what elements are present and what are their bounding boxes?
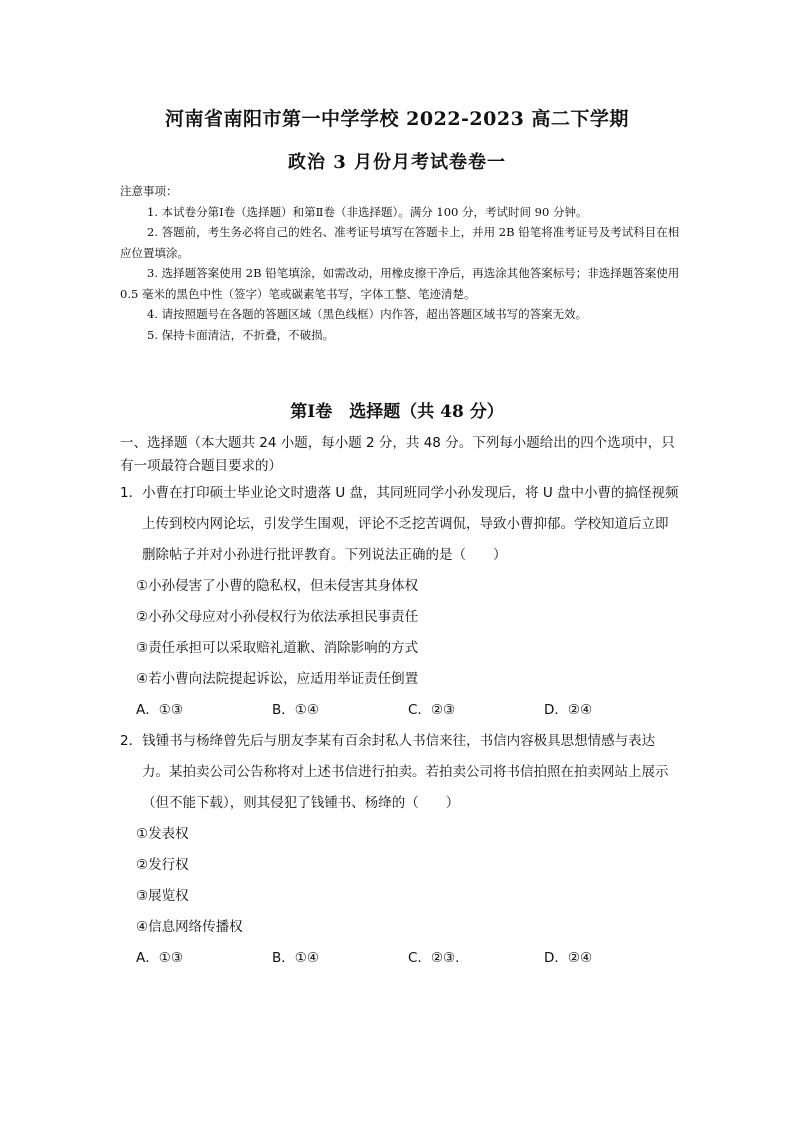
question-option: ②发行权 (136, 857, 189, 873)
question-option: ②小孙父母应对小孙侵权行为依法承担民事责任 (136, 609, 419, 625)
exam-title-line1: 河南省南阳市第一中学学校 2022-2023 高二下学期 (165, 108, 629, 130)
question-stem: 1．小曹在打印硕士毕业论文时遗落 U 盘，其同班同学小孙发现后，将 U 盘中小曹的搞怪视频上传到校内网论坛，引发学生围观，评论不乏挖苦调侃，导致小曹抑郁。学校知道后立即删除帖子并对小孙进行批评教育。下列说法正确的是（ ） (120, 485, 679, 563)
choice-b: B．①④ (272, 702, 319, 718)
choice-a: A．①③ (136, 702, 183, 718)
choice-b: B．①④ (272, 950, 319, 966)
question-option: ④信息网络传播权 (136, 919, 243, 935)
exam-notes (120, 181, 680, 345)
choice-c: C．②③. (408, 950, 460, 966)
question-2 (120, 726, 680, 974)
notes-item: 4. 请按照题号在各题的答题区域（黑色线框）内作答，超出答题区域书写的答案无效。 (147, 307, 588, 321)
section-intro: 一、选择题（本大题共 24 小题，每小题 2 分，共 48 分。下列每小题给出的四个选项中，只有一项最符合题目要求的） (120, 435, 675, 474)
question-option: ③责任承担可以采取赔礼道歉、消除影响的方式 (136, 640, 419, 656)
choice-d: D．②④ (544, 950, 593, 966)
notes-item: 2. 答题前，考生务必将自己的姓名、准考证号填写在答题卡上，并用 2B 铅笔将准考证号及考试科目在相应位置填涂。 (120, 225, 680, 260)
notes-item: 5. 保持卡面清洁，不折叠，不破损。 (147, 327, 335, 342)
notes-heading: 注意事项： (120, 184, 178, 198)
question-option: ①小孙侵害了小曹的隐私权，但未侵害其身体权 (136, 578, 419, 594)
question-1 (120, 478, 680, 726)
question-option: ①发表权 (136, 826, 189, 842)
question-stem: 2．钱锺书与杨绛曾先后与朋友李某有百余封私人书信来往，书信内容极具思想情感与表达力。某拍卖公司公告称将对上述书信进行拍卖。若拍卖公司将书信拍照在拍卖网站上展示（但不能下载），则其侵犯了钱锺书、杨绛的（ ） (120, 733, 669, 811)
question-option: ③展览权 (136, 888, 189, 904)
choice-c: C．②③ (408, 702, 456, 718)
notes-item: 1. 本试卷分第Ⅰ卷（选择题）和第Ⅱ卷（非选择题）。满分 100 分，考试时间 90 分钟。 (147, 204, 588, 219)
notes-item: 3. 选择题答案使用 2B 铅笔填涂，如需改动，用橡皮擦干净后，再选涂其他答案标号；非选择题答案使用 0.5 毫米的黑色中性（签字）笔或碳素笔书写，字体工整、笔迹清楚。 (120, 266, 680, 301)
choice-a: A．①③ (136, 950, 183, 966)
question-option: ④若小曹向法院提起诉讼，应适用举证责任倒置 (136, 671, 419, 687)
answer-choices (120, 695, 680, 726)
answer-choices (120, 943, 680, 974)
choice-d: D．②④ (544, 702, 593, 718)
exam-title-line2: 政治 3 月份月考试卷卷一 (287, 152, 507, 173)
question-body (120, 432, 680, 974)
section-title: 第Ⅰ卷 选择题（共 48 分） (290, 402, 504, 422)
